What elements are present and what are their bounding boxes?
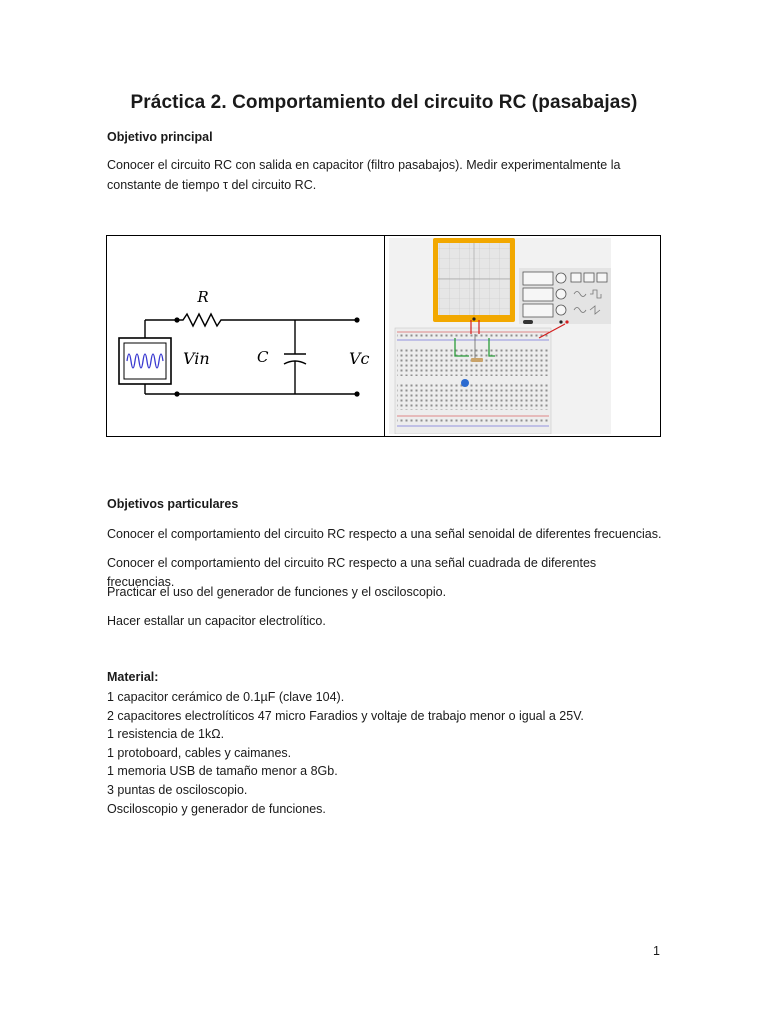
node-bottom-left (174, 391, 179, 396)
vc-label: Vc (349, 349, 370, 368)
objetivo-particular-4: Hacer estallar un capacitor electrolítico. (107, 614, 326, 628)
material-item: 1 capacitor cerámico de 0.1µF (clave 104). (107, 690, 345, 704)
fg-knob-1 (556, 273, 566, 283)
material-list (107, 688, 584, 818)
material-heading: Material: (107, 670, 159, 684)
material-item: 1 protoboard, cables y caimanes. (107, 745, 292, 760)
page-title: Práctica 2. Comportamiento del circuito RC (pasabajas) (130, 92, 638, 113)
objetivo-particular-2: Conocer el comportamiento del circuito RC respecto a una señal cuadrada de diferentes frecuencias. (107, 556, 597, 589)
fg-wave-button-1 (571, 273, 581, 282)
capacitor-label: C (257, 348, 269, 366)
rc-schematic (107, 236, 384, 436)
fg-knob-2 (556, 289, 566, 299)
material-item: 3 puntas de osciloscopio. (107, 782, 248, 797)
resistor-symbol (177, 314, 227, 326)
node-top-left (174, 317, 179, 322)
material-item: 1 resistencia de 1kΩ. (107, 727, 225, 742)
resistor-component (471, 358, 483, 362)
node-top-right (354, 317, 359, 322)
source-inner-box (124, 343, 166, 379)
material-item: 2 capacitores electrolíticos 47 micro Faradios y voltaje de trabajo menor o igual a 25V. (107, 708, 584, 723)
material-item: Osciloscopio y generador de funciones. (107, 801, 326, 816)
objetivo-particular-1: Conocer el comportamiento del circuito RC respecto a una señal senoidal de diferentes frecuencias. (107, 527, 662, 541)
capacitor-component (461, 379, 469, 387)
fg-display-2 (523, 288, 553, 301)
resistor-label: R (197, 288, 209, 306)
fg-wave-button-2 (584, 273, 594, 282)
figure-divider (384, 236, 385, 436)
objetivo-principal-heading: Objetivo principal (107, 130, 213, 144)
source-waveform (127, 354, 163, 368)
objetivos-particulares-heading: Objetivos particulares (107, 497, 239, 511)
objetivo-principal-line-1: Conocer el circuito RC con salida en capacitor (filtro pasabajos). Medir experimentalmente la (107, 158, 621, 172)
source-box (119, 338, 171, 384)
material-item: 1 memoria USB de tamaño menor a 8Gb. (107, 764, 338, 779)
page-number: 1 (653, 944, 660, 958)
objetivo-principal-line-2: constante de tiempo τ del circuito RC. (107, 178, 317, 192)
objetivo-particular-3: Practicar el uso del generador de funciones y el osciloscopio. (107, 585, 447, 599)
simulation-image (389, 238, 611, 434)
vin-label: Vin (183, 349, 210, 368)
fg-knob-3 (556, 305, 566, 315)
fg-display-1 (523, 272, 553, 285)
fg-display-3 (523, 304, 553, 317)
circuit-figure (106, 235, 661, 437)
node-bottom-right (354, 391, 359, 396)
fg-wave-button-3 (597, 273, 607, 282)
